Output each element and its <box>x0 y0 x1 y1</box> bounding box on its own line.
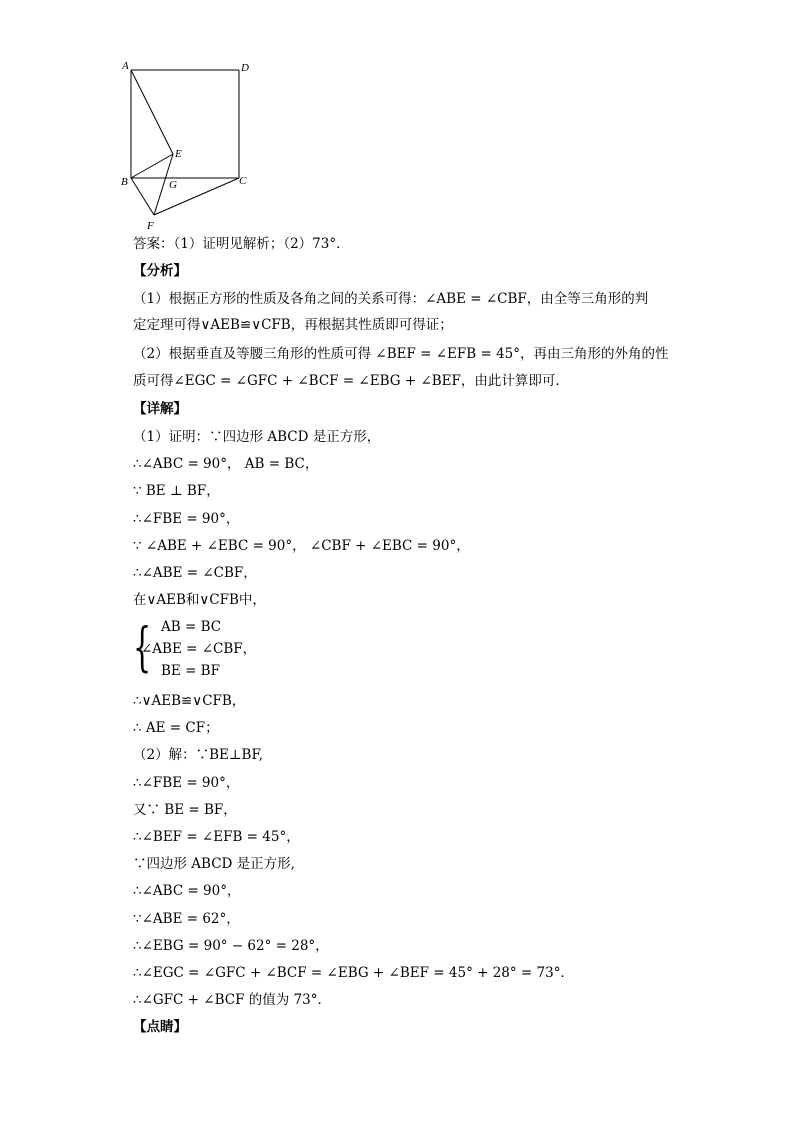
segment-fc <box>154 178 239 215</box>
geometry-figure <box>118 58 268 238</box>
left-brace: { <box>133 618 152 678</box>
proof-line-4: ∴∠FBE = 90°， <box>133 511 240 527</box>
section-detail-heading: 【详解】 <box>133 401 187 417</box>
part2-line-5: ∵四边形 ABCD 是正方形, <box>133 856 295 872</box>
part2-line-1: （2）解：∵BE⊥BF, <box>133 747 264 763</box>
proof-line-9: ∴ AE = CF； <box>133 720 219 736</box>
part2-line-4: ∴∠BEF = ∠EFB = 45°， <box>133 829 300 845</box>
label-b: B <box>121 176 128 188</box>
label-e: E <box>175 148 182 160</box>
part2-line-2: ∴∠FBE = 90°， <box>133 775 240 791</box>
part2-line-10: ∴∠GFC + ∠BCF 的值为 73°． <box>133 992 331 1008</box>
label-d: D <box>241 62 249 74</box>
analysis-line-4: 质可得∠EGC = ∠GFC + ∠BCF = ∠EBG + ∠BEF，由此计算即可． <box>133 373 569 389</box>
label-g: G <box>169 179 177 191</box>
equation-system <box>133 618 333 684</box>
system-row-1: AB = BC <box>161 619 222 635</box>
segment-ae <box>131 70 173 154</box>
part2-line-3: 又∵ BE = BF， <box>133 802 237 818</box>
part2-line-8: ∴∠EBG = 90° − 62° = 28°， <box>133 938 329 954</box>
proof-line-6: ∴∠ABE = ∠CBF， <box>133 565 257 581</box>
system-row-2: ∠ABE = ∠CBF， <box>141 641 257 657</box>
square-diagram <box>118 58 268 238</box>
label-c: C <box>239 175 247 187</box>
segment-bf <box>131 178 154 215</box>
label-f: F <box>147 220 154 232</box>
section-comment-heading: 【点睛】 <box>133 1019 187 1035</box>
analysis-line-2: 定定理可得∨AEB≌∨CFB，再根据其性质即可得证； <box>133 317 453 333</box>
part2-line-6: ∴∠ABC = 90°， <box>133 883 241 899</box>
analysis-line-3: （2）根据垂直及等腰三角形的性质可得 ∠BEF = ∠EFB = 45°，再由三角形的外角的性 <box>133 346 669 362</box>
answer-line: 答案：（1）证明见解析；（2）73°． <box>133 236 350 252</box>
part2-line-7: ∵∠ABE = 62°， <box>133 911 240 927</box>
analysis-line-1: （1）根据正方形的性质及各角之间的关系可得：∠ABE = ∠CBF，由全等三角形的判 <box>133 291 649 307</box>
part2-line-9: ∴∠EGC = ∠GFC + ∠BCF = ∠EBG + ∠BEF = 45° + 28° = 73°． <box>133 965 574 981</box>
label-a: A <box>122 60 129 72</box>
proof-line-1: （1）证明：∵四边形 ABCD 是正方形， <box>133 429 381 445</box>
proof-line-5: ∵ ∠ABE + ∠EBC = 90°， ∠CBF + ∠EBC = 90°， <box>133 538 470 554</box>
system-row-3: BE = BF <box>161 663 220 679</box>
proof-line-2: ∴∠ABC = 90°， AB = BC， <box>133 456 319 472</box>
proof-line-8: ∴∨AEB≌∨CFB， <box>133 693 246 709</box>
proof-line-7: 在∨AEB和∨CFB中， <box>133 592 266 608</box>
proof-line-3: ∵ BE ⊥ BF， <box>133 483 220 499</box>
section-analysis-heading: 【分析】 <box>133 263 187 279</box>
